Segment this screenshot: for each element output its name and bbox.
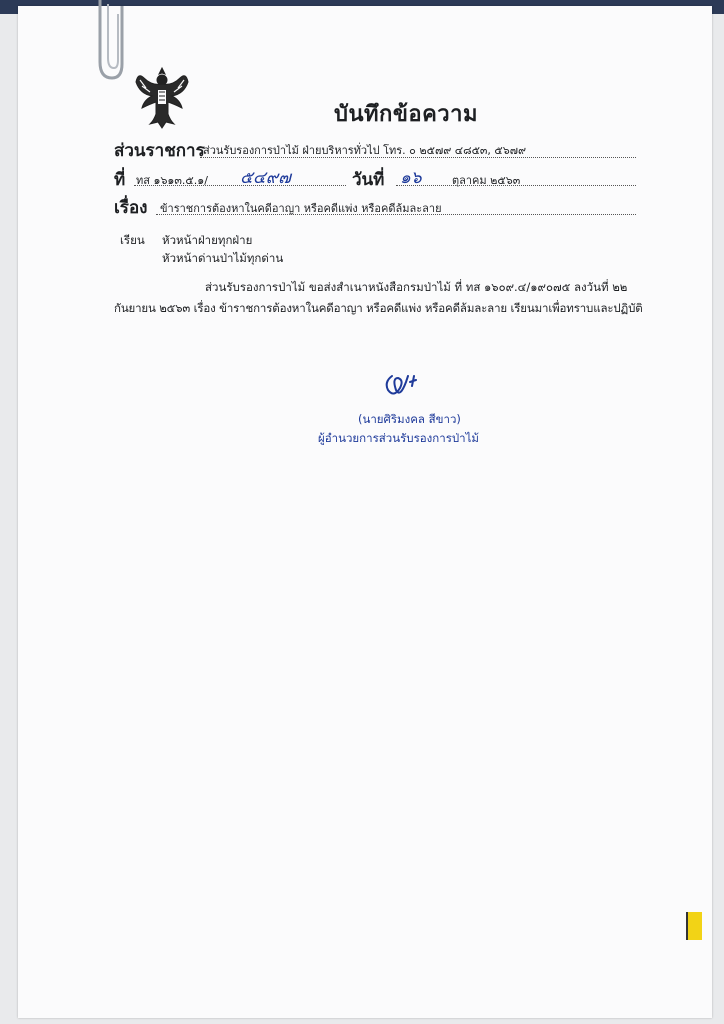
body-line-1: ส่วนรับรองการป่าไม้ ขอส่งสำเนาหนังสือกรมป่าไม้ ที่ ทส ๑๖๐๙.๔/๑๙๐๗๕ ลงวันที่ ๒๒	[205, 280, 628, 294]
subject-value: ข้าราชการต้องหาในคดีอาญา หรือคดีแพ่ง หรือคดีล้มละลาย	[160, 202, 442, 215]
memo-title: บันทึกข้อความ	[334, 102, 479, 127]
subject-dotline	[156, 214, 636, 215]
date-value: ตุลาคม ๒๕๖๓	[452, 174, 521, 187]
page-tab-flag	[686, 912, 702, 940]
date-day-handwritten: ๑๖	[400, 168, 422, 188]
ref-label: ที่	[114, 170, 126, 190]
subject-label: เรื่อง	[114, 198, 148, 218]
recipient-2: หัวหน้าด่านป่าไม้ทุกด่าน	[162, 251, 284, 265]
garuda-emblem-icon	[134, 64, 190, 130]
body-line-2: กันยายน ๒๕๖๓ เรื่อง ข้าราชการต้องหาในคดีอาญา หรือคดีแพ่ง หรือคดีล้มละลาย เรียนมาเพื่อทราบและปฏิบัติ	[114, 301, 643, 315]
ref-number-handwritten: ๕๔๙๗	[240, 168, 291, 188]
agency-value: ส่วนรับรองการป่าไม้ ฝ่ายบริหารทั่วไป โทร. ๐ ๒๕๗๙ ๔๘๕๓, ๕๖๗๙	[203, 144, 527, 157]
signer-title: ผู้อำนวยการส่วนรับรองการป่าไม้	[318, 431, 479, 445]
paper-clip-icon	[88, 0, 128, 86]
salutation: เรียน	[120, 233, 145, 247]
signer-name: (นายศิริมงคล สีขาว)	[358, 412, 461, 426]
agency-dotline	[200, 157, 636, 158]
date-label: วันที่	[352, 170, 385, 190]
recipient-1: หัวหน้าฝ่ายทุกฝ่าย	[162, 233, 253, 247]
date-dotline	[396, 185, 636, 186]
ref-dotline	[134, 185, 346, 186]
agency-label: ส่วนราชการ	[114, 141, 205, 161]
signature-mark	[382, 368, 422, 400]
ref-value: ทส ๑๖๑๓.๕.๑/	[136, 174, 208, 187]
